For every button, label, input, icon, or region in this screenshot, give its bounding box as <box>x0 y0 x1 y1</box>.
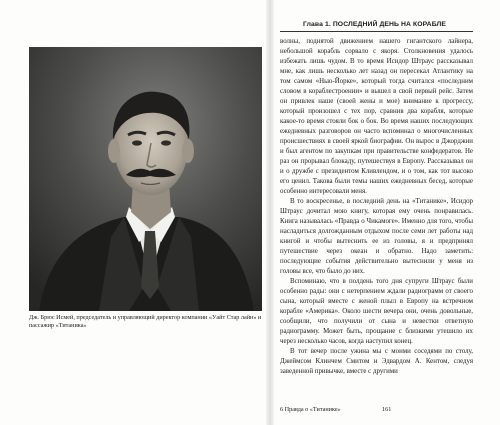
footer-book-title: 6 Правда о «Титанике» <box>280 406 341 413</box>
page-number: 161 <box>382 406 392 413</box>
chapter-body <box>280 37 473 377</box>
paragraph: Вспоминаю, что в полдень того дня супруги Штраус были особенно рады: они с нетерпением ждали радиограмм от своего сына, который вместе с женой плыл в Европу на встречном корабле «Америка». Около шести вечера они, очень довольные, сообщили, что получили от сына и невестки ответную радиограмму. Может быть, прощание с близкими утешило их через несколько часов, когда наступил конец. <box>280 278 473 345</box>
book-gutter <box>266 0 274 425</box>
paragraph: В тот вечер после ужина мы с моими соседями по столу, Джеймсом Клинчем Смитом и Эдвардом А. Кентом, следуя заведенной привычке, вместе с другими <box>280 348 473 375</box>
running-head: Глава 1. ПОСЛЕДНИЙ ДЕНЬ НА КОРАБЛЕ <box>303 21 447 28</box>
portrait-illustration <box>29 47 262 311</box>
paragraph: В то воскресенье, в последний день на «Титанике», Исидор Штраус дочитал мою книгу, которая ему очень понравилась. Книга называлась «Правда о Чикамоге». Именно для того, чтобы насладиться долгожданным отдыхом после семи лет работы над книгой и чтобы вытеснить ее из головы, я и предпринял путешествие через океан и обратно. Надо заметить: последующие события действительно вытеснили у меня из головы все, что было до них. <box>280 198 473 275</box>
photo-caption: Дж. Брюс Исмей, председатель и управляющий директор компании «Уайт Стар лайн» и пассажир «Титаника» <box>29 314 262 329</box>
paragraph: волны, поднятой движением нашего гигантского лайнера, небольшой корабль сорвало с якоря. Столкновения удалось избежать лишь чудом. В то время Исидор Штраус рассказывал мне, как лишь несколько лет назад он пересекал Атлантику на том самом «Нью-Йорке», который тогда считался «последним словом в кораблестроении» и вышел в свой первый рейс. Затем он привлек наше (своей жены и мое) внимание к прогрессу, который произошел с тех пор, сравнив два корабля, которые какое-то время стояли бок о бок. Во время наших последующих ежедневных разговоров он часто вспоминал о многочисленных происшествиях в своей яркой биографии. Он вырос в Джорджии и был агентом по закупкам при правительстве конфедератов. Не раз он прорывал блокаду, путешествуя в Европу. Рассказывал он и о дружбе с президентом Кливлендом, и о том, как тот высоко его ценил. Такова были темы наших ежедневных бесед, которые особенно интересовали меня. <box>280 38 473 195</box>
portrait-photo <box>29 47 262 311</box>
running-head-rule <box>280 31 473 32</box>
